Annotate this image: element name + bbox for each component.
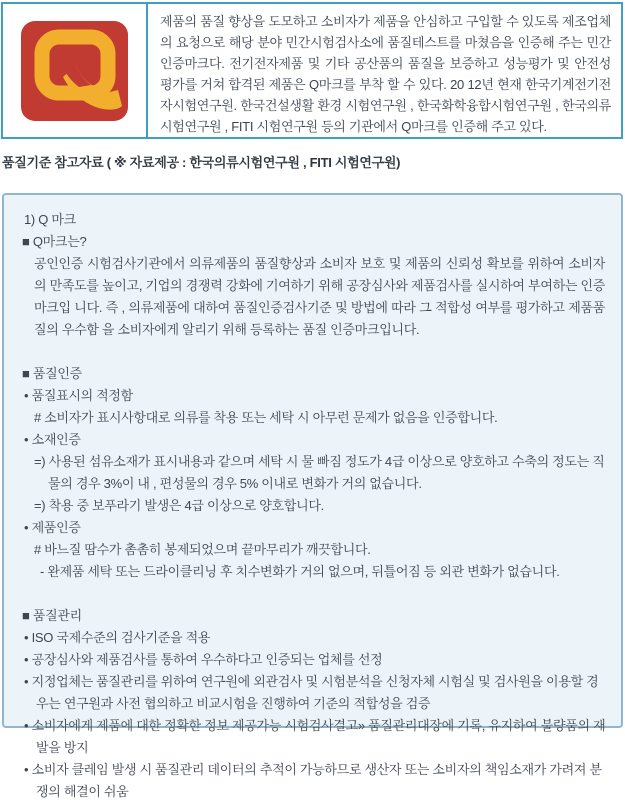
paragraph: 공인인증 시험검사기관에서 의류제품의 품질향상과 소비자 보호 및 제품의 신뢰성 확보를 위하여 소비자의 만족도를 높이고, 기업의 경쟁력 강화에 기여하기 위해 공장심사와 제품검사를 실시하여 부여하는 인증 마크입 니다. 즉 , 의류제품에 대하여 품질인증검사기준 및 방법에 따라 그 적합성 여부를 평가하고 제품품질의 우수함 을 소비자에게 알리기 위해 등록하는 품질 인증마크입니다. (34, 256, 605, 337)
bullet-item: • 지정업체는 품질관리를 위하여 연구원에 외관검사 및 시험분석을 신청자체 시험실 및 검사원을 이용할 경우는 연구원과 사전 협의하고 비교시험을 진행하여 기준의 적합성을 검증 (24, 674, 599, 711)
bullet-item: • 소비자 클레임 발생 시 품질관리 데이터의 추적이 가능하므로 생산자 또는 소비자의 책임소재가 가려져 분쟁의 해결이 쉬움 (24, 762, 602, 799)
qmark-intro-box (1, 2, 623, 139)
note-item: # 바느질 땀수가 촘촘히 봉제되었으며 끝마무리가 깨끗합니다. (34, 542, 371, 557)
reference-heading: 품질기준 참고자료 ( ※ 자료제공 : 한국의류시험연구원 , FITI 시험연구원) (2, 155, 401, 170)
qmark-logo (3, 4, 148, 137)
bullet-item: • 품질표시의 적정함 (24, 388, 133, 403)
bullet-item: • 공장심사와 제품검사를 통하여 우수하다고 인증되는 업체를 선정 (24, 652, 383, 667)
document-page (0, 2, 625, 799)
q-mark-icon (21, 21, 128, 121)
result-item: =) 착용 중 보푸라기 발생은 4급 이상으로 양호합니다. (34, 498, 324, 513)
dash-item: - 완제품 세탁 또는 드라이클리닝 후 치수변화가 거의 없으며, 뒤틀어짐 등 외관 변화가 없습니다. (40, 564, 560, 579)
subsection-heading: ■ 품질인증 (22, 366, 82, 381)
bullet-item: • 소비자에게 제품에 대한 정확한 정보 제공가능 시험검사결고» 품질관리대장에 기록, 유지하여 불량품의 재발을 방지 (24, 718, 606, 755)
result-item: =) 사용된 섬유소재가 표시내용과 같으며 세탁 시 물 빠짐 정도가 4급 이상으로 양호하고 수축의 정도는 직물의 경우 3%이 내 , 편성물의 경우 5% 이내로 변화가 거의 없습니다. (34, 454, 605, 491)
subsection-heading: ■ Q마크는? (22, 234, 87, 249)
spacer (20, 583, 609, 605)
bullet-item: • ISO 국제수준의 검사기준을 적용 (24, 630, 211, 645)
section-title: 1) Q 마크 (24, 212, 76, 227)
spacer (20, 341, 609, 363)
subsection-heading: ■ 품질관리 (22, 608, 82, 623)
bullet-item: • 제품인증 (24, 520, 81, 535)
bullet-item: • 소재인증 (24, 432, 81, 447)
quality-standard-box (2, 193, 623, 799)
note-item: # 소비자가 표시사항대로 의류를 착용 또는 세탁 시 아무런 문제가 없음을 인증합니다. (34, 410, 498, 425)
qmark-description: 제품의 품질 향상을 도모하고 소비자가 제품을 안심하고 구입할 수 있도록 제조업체의 요청으로 해당 분야 민간시험검사소에 품질테스트를 마쳤음을 인증해 주는 민간인증마크다. 전기전자제품 및 기타 공산품의 품질을 보증하고 성능평가 및 안전성 평가를 거쳐 합격된 제품은 Q마크를 부착 할 수 있다. 20 12년 현재 한국기계전기전자시험연구원. 한국건설생활 환경 시험연구원 , 한국화학융합시험연구원 , 한국의류시험연구원 , FITI 시험연구원 등의 기관에서 Q마크를 인증해 주고 있다. (160, 14, 611, 134)
